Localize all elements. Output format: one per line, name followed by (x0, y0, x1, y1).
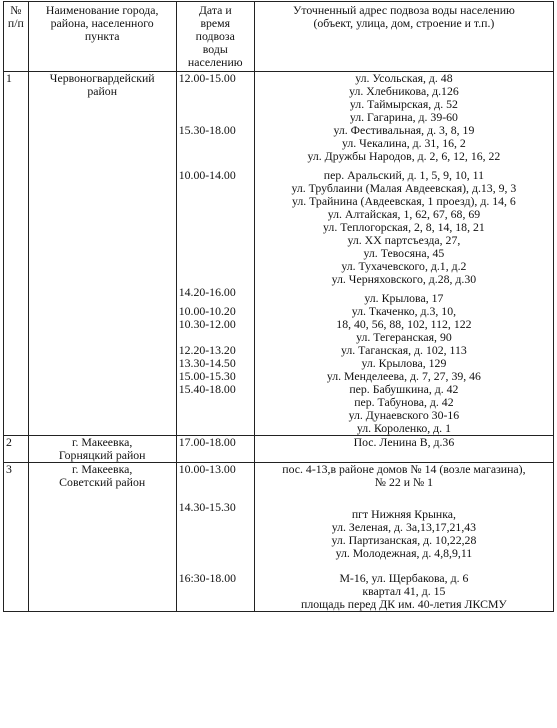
time-slot: 14.30-15.30 (178, 500, 236, 514)
row-times (176, 436, 254, 463)
time-slot: 10.30-12.00 (178, 317, 236, 331)
address-line: ул. Трублаини (Малая Авдеевская), д.13, 9, 3 (291, 181, 517, 195)
table-header-row (4, 2, 554, 72)
address-line: ул. Крылова, 17 (364, 291, 444, 305)
row-addresses (254, 72, 553, 436)
address-line: ул. ХХ партсъезда, 27, (347, 233, 461, 247)
header-text: воды (202, 42, 228, 56)
header-time (176, 2, 254, 72)
row-addresses (254, 463, 553, 612)
row-number: 3 (4, 463, 29, 612)
time-slot: 12.20-13.20 (178, 343, 236, 357)
place-text: г. Макеевка, (72, 462, 133, 476)
time-slot: 15.30-18.00 (178, 123, 236, 137)
address-line: Пос. Ленина В, д.36 (353, 435, 455, 449)
header-text: п/п (7, 16, 24, 30)
address-line: ул. Крылова, 129 (361, 356, 447, 370)
time-slot: 10.00-13.00 (178, 462, 236, 476)
place-text: Червоногвардейский (49, 71, 155, 85)
address-line: ул. Партизанская, д. 10,22,28 (331, 533, 477, 547)
header-text: время (200, 16, 231, 30)
address-line: ул. Ткаченко, д.3, 10, (351, 304, 457, 318)
place-text: Советский район (59, 475, 146, 489)
address-line: площадь перед ДК им. 40-летия ЛКСМУ (301, 597, 507, 611)
place-text: г. Макеевка, (72, 435, 133, 449)
header-text: (объект, улица, дом, строение и т.п.) (313, 16, 495, 30)
time-slot: 10.00-14.00 (178, 168, 236, 182)
address-line: пос. 4-13,в районе домов № 14 (возле магазина), (282, 462, 526, 476)
address-line: ул. Тевосяна, 45 (363, 246, 445, 260)
address-line: ул. Зеленая, д. 3а,13,17,21,43 (331, 520, 477, 534)
address-line: М-16, ул. Щербакова, д. 6 (339, 571, 469, 585)
address-line: ул. Чекалина, д. 31, 16, 2 (342, 136, 466, 150)
header-num (4, 2, 29, 72)
address-line: ул. Усольская, д. 48 (355, 71, 453, 85)
address-line: ул. Алтайская, 1, 62, 67, 68, 69 (327, 207, 481, 221)
time-slot: 15.00-15.30 (178, 369, 236, 383)
address-line: пгт Нижняя Крынка, (351, 507, 456, 521)
place-text: район (87, 84, 118, 98)
time-slot: 17.00-18.00 (178, 435, 236, 449)
address-line: ул. Дунаевского 30-16 (348, 408, 460, 422)
address-line: ул. Тухачевского, д.1, д.2 (341, 259, 467, 273)
time-slot: 15.40-18.00 (178, 382, 236, 396)
time-slot: 12.00-15.00 (178, 71, 236, 85)
row-place (28, 436, 176, 463)
address-line: ул. Дружбы Народов, д. 2, 6, 12, 16, 22 (307, 149, 501, 163)
row-place (28, 72, 176, 436)
address-line: ул. Таймырская, д. 52 (349, 97, 458, 111)
address-line: ул. Фестивальная, д. 3, 8, 19 (333, 123, 475, 137)
address-line: ул. Тегеранская, 90 (356, 330, 452, 344)
address-line: пер. Табунова, д. 42 (354, 395, 454, 409)
time-slot: 10.00-10.20 (178, 304, 236, 318)
place-text: Горняцкий район (58, 448, 146, 462)
time-slot: 14.20-16.00 (178, 285, 236, 299)
address-line: ул. Таганская, д. 102, 113 (341, 343, 467, 357)
address-line: ул. Трайнина (Авдеевская, 1 проезд), д. 14, 6 (292, 194, 516, 208)
row-place (28, 463, 176, 612)
row-times (176, 72, 254, 436)
time-slot: 13.30-14.50 (178, 356, 236, 370)
address-line: ул. Гагарина, д. 39-60 (349, 110, 458, 124)
header-text: Наименование города, (45, 3, 159, 17)
table-row (4, 463, 554, 612)
header-address (254, 2, 553, 72)
address-line: ул. Хлебникова, д.126 (349, 84, 459, 98)
header-text: Уточненный адрес подвоза воды населению (292, 3, 515, 17)
water-delivery-table (3, 1, 554, 612)
address-line: № 22 и № 1 (374, 475, 434, 489)
time-slot: 16:30-18.00 (178, 571, 237, 585)
header-text: населению (187, 55, 243, 69)
table-row (4, 72, 554, 436)
address-line: ул. Молодежная, д. 4,8,9,11 (335, 546, 473, 560)
row-number: 2 (4, 436, 29, 463)
header-text: № (10, 3, 22, 17)
address-line: ул. Черняховского, д.28, д.30 (331, 272, 477, 286)
table-row (4, 436, 554, 463)
address-line: ул. Менделеева, д. 7, 27, 39, 46 (326, 369, 481, 383)
header-text: подвоза (195, 29, 235, 43)
address-line: квартал 41, д. 15 (362, 584, 446, 598)
address-line: ул. Теплогорская, 2, 8, 14, 18, 21 (323, 220, 485, 234)
address-line: 18, 40, 56, 88, 102, 112, 122 (336, 317, 472, 331)
row-times (176, 463, 254, 612)
header-text: пункта (84, 29, 120, 43)
address-line: пер. Аральский, д. 1, 5, 9, 10, 11 (323, 168, 485, 182)
address-line: ул. Короленко, д. 1 (356, 421, 451, 435)
address-line: пер. Бабушкина, д. 42 (349, 382, 459, 396)
header-text: района, населенного (50, 16, 154, 30)
header-text: Дата и (198, 3, 232, 17)
header-place (28, 2, 176, 72)
row-addresses (254, 436, 553, 463)
row-number: 1 (4, 72, 29, 436)
